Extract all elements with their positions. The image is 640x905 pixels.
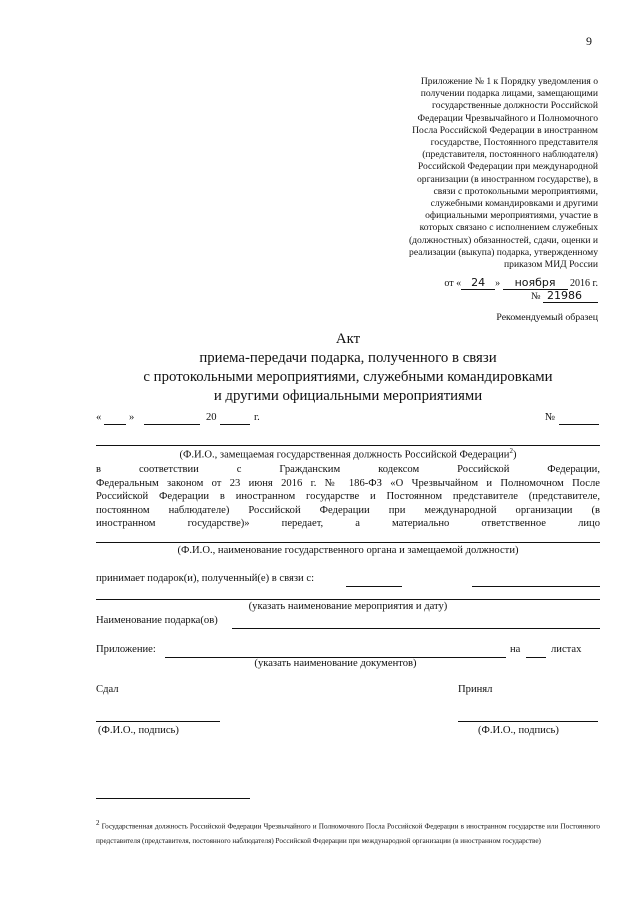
- order-date: [372, 276, 598, 289]
- signature-line-left: [96, 721, 220, 722]
- year-prefix: 20: [206, 412, 217, 423]
- act-title: [98, 330, 598, 406]
- footnote: [96, 816, 600, 849]
- date-mid: »: [495, 278, 501, 289]
- event-blank-2: [472, 586, 600, 587]
- month-blank: [144, 424, 200, 425]
- body-line: иностранном государстве)» передает, а материально ответственное лицо: [96, 518, 600, 529]
- footnote-ref: 2: [509, 447, 513, 455]
- gift-name-label: Наименование подарка(ов): [96, 615, 218, 626]
- event-blank-1: [346, 586, 402, 587]
- title-line: Акт: [335, 331, 361, 347]
- attachment-label: Приложение:: [96, 644, 156, 655]
- appendix-line: Федерации Чрезвычайного и Полномочного: [417, 112, 598, 124]
- date-close: »: [129, 412, 135, 423]
- appendix-line: реализации (выкупа) подарка, утвержденному: [409, 246, 598, 258]
- year-suffix: г.: [254, 412, 260, 423]
- date-prefix: от «: [444, 278, 462, 289]
- caption-sign-right: (Ф.И.О., подпись): [478, 725, 559, 736]
- appendix-line: Российской Федерации при международной: [417, 161, 598, 173]
- appendix-line: (представителя, постоянного наблюдателя): [422, 149, 598, 161]
- order-number-value: 21986: [543, 289, 598, 303]
- caption-official-end: ): [512, 449, 517, 461]
- gift-name-blank: [232, 628, 600, 629]
- title-line: приема-передачи подарка, полученного в связи: [199, 350, 497, 366]
- footnote-separator: [96, 798, 250, 799]
- body-line: постоянном наблюдателе) Российской Федерации при международной организации (в: [96, 504, 600, 516]
- handed-label: Сдал: [96, 684, 119, 695]
- title-line: с протокольными мероприятиями, служебными командировками: [143, 369, 553, 385]
- received-label: Принял: [458, 684, 493, 695]
- official-line: [96, 445, 600, 446]
- order-year: 2016 г.: [570, 278, 598, 289]
- year-blank: [220, 424, 250, 425]
- caption-org: (Ф.И.О., наименование государственного органа и замещаемой должности): [177, 545, 519, 556]
- appendix-line: приказом МИД России: [504, 259, 598, 271]
- appendix-line: организации (в иностранном государстве), в: [416, 173, 598, 185]
- body-line: Российской Федерации в иностранном государстве и Постоянном представителе (представителе,: [96, 491, 600, 502]
- appendix-line: связи с протокольными мероприятиями,: [433, 185, 598, 197]
- appendix-line: (должностных) обязанностей, сдачи, оценки и: [408, 234, 598, 246]
- caption-sign-left: (Ф.И.О., подпись): [98, 725, 179, 736]
- footnote-mark: 2: [96, 819, 100, 827]
- act-body-text: [96, 463, 600, 531]
- caption-docs: (указать наименование документов): [254, 658, 417, 669]
- sheets-blank: [526, 657, 546, 658]
- number-prefix: №: [530, 291, 541, 302]
- order-day: 24: [461, 276, 495, 290]
- appendix-line: государственные должности Российской: [432, 100, 598, 112]
- appendix-line: Посла Российской Федерации в иностранном: [412, 124, 598, 136]
- appendix-line: официальными мероприятиями, участие в: [425, 210, 598, 222]
- appendix-line: служебными командировками и другими: [430, 198, 598, 210]
- date-open: «: [96, 412, 102, 423]
- body-line: в соответствии с Гражданским кодексом Российской Федерации,: [96, 464, 600, 475]
- appendix-header: [372, 76, 598, 271]
- event-line: [96, 599, 600, 600]
- attachment-sheets: листах: [551, 644, 582, 655]
- appendix-line: которых связано с исполнением служебных: [419, 222, 598, 234]
- recipient-line: [96, 542, 600, 543]
- caption-event: (указать наименование мероприятия и дату): [248, 601, 448, 612]
- act-number-label: №: [545, 412, 556, 423]
- caption-official: [96, 447, 600, 461]
- body-line: Федеральным законом от 23 июня 2016 г. № 186-ФЗ «О Чрезвычайном и Полномочном После: [96, 477, 600, 489]
- order-number: [372, 289, 598, 302]
- page-number: 9: [586, 34, 592, 48]
- recommended-sample: Рекомендуемый образец: [496, 312, 598, 323]
- appendix-line: Приложение № 1 к Порядку уведомления о: [420, 76, 598, 87]
- day-blank: [104, 424, 126, 425]
- title-line: и другими официальными мероприятиями: [213, 388, 483, 404]
- attachment-on: на: [510, 644, 521, 655]
- accepts-label: принимает подарок(и), полученный(е) в связи с:: [96, 573, 315, 584]
- appendix-line: получении подарка лицами, замещающими: [420, 88, 598, 100]
- act-number-blank: [559, 424, 599, 425]
- caption-official-text: (Ф.И.О., замещаемая государственная должность Российской Федерации: [179, 449, 510, 461]
- signature-line-right: [458, 721, 598, 722]
- order-month: ноября: [503, 276, 568, 290]
- appendix-line: государстве, Постоянного представителя: [430, 137, 598, 149]
- footnote-text: Государственная должность Российской Федерации Чрезвычайного и Полномочного Посла Российской Федерации в иностранном государстве или Постоянного представителя (представителя, постоянного наблюдателя) Российской Федерации при международной организации (в иностранном государстве): [96, 822, 601, 846]
